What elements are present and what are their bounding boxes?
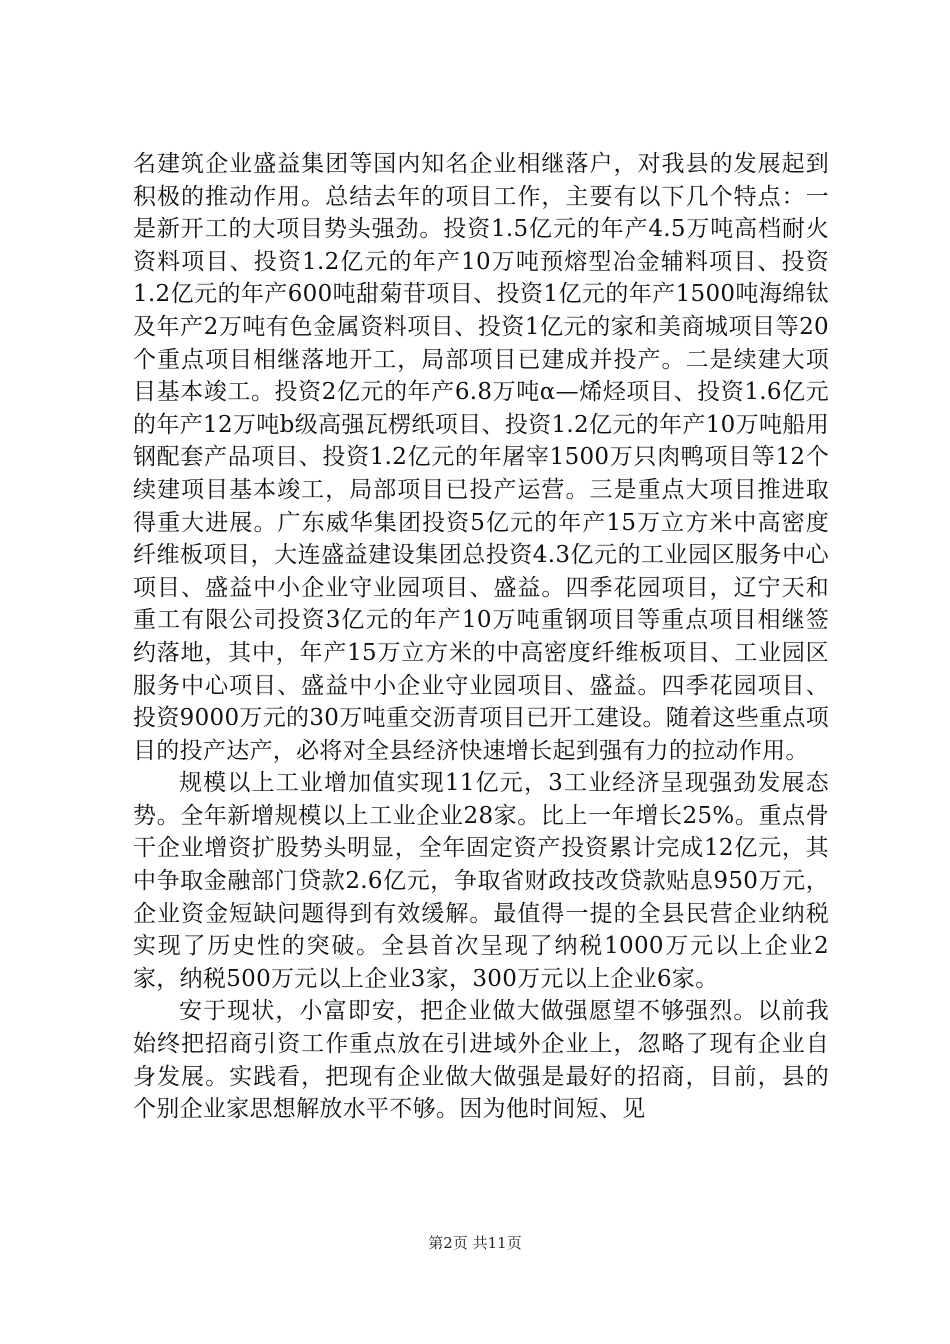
page-number-footer: 第2页 共11页 xyxy=(428,1234,522,1252)
paragraph-enterprise-problems: 安于现状，小富即安，把企业做大做强愿望不够强烈。以前我始终把招商引资工作重点放在引进域外企业上，忽略了现有企业自身发展。实践看，把现有企业做大做强是最好的招商，目前，县的个别企业家思想解放水平不够。因为他时间短、见 xyxy=(133,998,829,1123)
paragraph-industrial-growth: 规模以上工业增加值实现11亿元，3工业经济呈现强劲发展态势。全年新增规模以上工业企业28家。比上一年增长25%。重点骨干企业增资扩股势头明显，全年固定资产投资累计完成12亿元，其中争取金融部门贷款2.6亿元，争取省财政技改贷款贴息950万元，企业资金短缺问题得到有效缓解。最值得一提的全县民营企业纳税实现了历史性的突破。全县首次呈现了纳税1000万元以上企业2家，纳税500万元以上企业3家，300万元以上企业6家。 xyxy=(133,770,829,992)
document-body xyxy=(133,148,829,1126)
paragraph-project-summary: 名建筑企业盛益集团等国内知名企业相继落户，对我县的发展起到积极的推动作用。总结去年的项目工作，主要有以下几个特点：一是新开工的大项目势头强劲。投资1.5亿元的年产4.5万吨高档耐火资料项目、投资1.2亿元的年产10万吨预熔型冶金辅料项目、投资1.2亿元的年产600吨甜菊苷项目、投资1亿元的年产1500吨海绵钛及年产2万吨有色金属资料项目、投资1亿元的家和美商城项目等20个重点项目相继落地开工，局部项目已建成并投产。二是续建大项目基本竣工。投资2亿元的年产6.8万吨α—烯烃项目、投资1.6亿元的年产12万吨b级高强瓦楞纸项目、投资1.2亿元的年产10万吨船用钢配套产品项目、投资1.2亿元的年屠宰1500万只肉鸭项目等12个续建项目基本竣工，局部项目已投产运营。三是重点大项目推进取得重大进展。广东威华集团投资5亿元的年产15万立方米中高密度纤维板项目，大连盛益建设集团总投资4.3亿元的工业园区服务中心项目、盛益中小企业守业园项目、盛益。四季花园项目，辽宁天和重工有限公司投资3亿元的年产10万吨重钢项目等重点项目相继签约落地，其中，年产15万立方米的中高密度纤维板项目、工业园区服务中心项目、盛益中小企业守业园项目、盛益。四季花园项目、投资9000万元的30万吨重交沥青项目已开工建设。随着这些重点项目的投产达产，必将对全县经济快速增长起到强有力的拉动作用。 xyxy=(133,151,829,764)
